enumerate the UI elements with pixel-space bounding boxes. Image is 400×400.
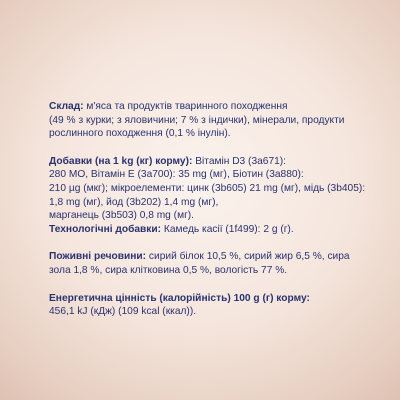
nutrients-section xyxy=(49,250,389,277)
composition-text-3: рослинного походження (0,1 % інулін). xyxy=(49,128,231,140)
composition-text-1: м'яса та продуктів тваринного походження xyxy=(83,101,288,112)
composition-line-1 xyxy=(49,100,389,114)
tech-additives-label: Технологічні добавки: xyxy=(49,223,162,235)
nutrients-text-2: зола 1,8 %, сира клітковина 0,5 %, вологість 77 %. xyxy=(49,264,288,276)
additives-label: Добавки (на 1 kg (кг) корму): xyxy=(49,155,193,167)
tech-additives-section xyxy=(49,223,389,237)
nutrients-text-1: сирий білок 10,5 %, сирий жир 6,5 %, сира xyxy=(146,251,350,263)
additives-text-1: Вітамін D3 (3a671): xyxy=(192,155,287,167)
tech-additives-line xyxy=(49,223,389,237)
additives-text-3: 210 µg (мкг); мікроелементи: цинк (3b605) 21 mg (мг), мідь (3b405): xyxy=(49,182,366,194)
energy-section xyxy=(49,292,389,319)
nutrients-line-1 xyxy=(49,250,389,264)
label-text-panel xyxy=(49,100,389,319)
composition-text-2: (49 % з курки; з яловичини; 7 % з індички), мінерали, продукти xyxy=(49,114,345,126)
additives-text-2: 280 МО, Вітамін Е (3a700): 35 mg (мг), Біотин (3a880): xyxy=(49,169,304,181)
composition-label: Склад: xyxy=(49,101,84,112)
additives-section xyxy=(49,155,389,223)
tech-additives-text: Камедь касії (1f499): 2 g (г). xyxy=(161,223,294,235)
energy-label: Енергетична цінність (калорійність) 100 g (г) корму: xyxy=(49,292,310,304)
nutrients-label: Поживні речовини: xyxy=(49,251,147,263)
energy-text-1: 456,1 kJ (кДж) (109 kcal (ккал)). xyxy=(49,306,197,318)
additives-text-4: 1,8 mg (мг), йод (3b202) 1,4 mg (мг), xyxy=(49,196,219,208)
additives-text-5: марганець (3b503) 0,8 mg (мг). xyxy=(49,210,195,222)
composition-section xyxy=(49,100,389,141)
additives-line-1 xyxy=(49,155,389,169)
